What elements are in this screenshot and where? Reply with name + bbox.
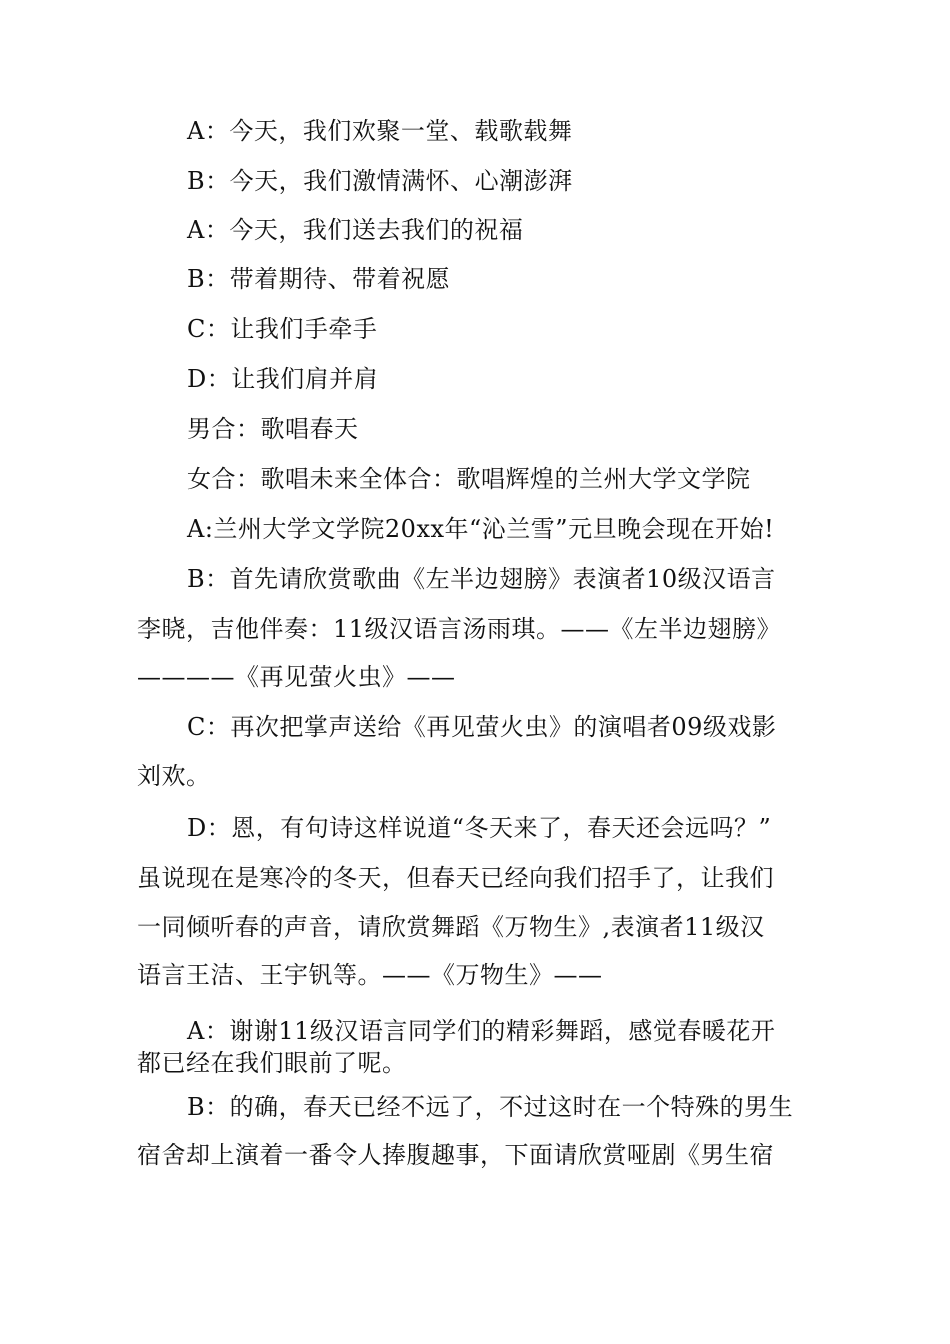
script-line-d-poem-cont-2: 一同倾听春的声音，请欣赏舞蹈《万物生》,表演者11级汉: [137, 913, 765, 941]
script-line-b-first-song: B：首先请欣赏歌曲《左半边翅膀》表演者10级汉语言: [187, 565, 776, 593]
script-line-b-wishes: B：带着期待、带着祝愿: [187, 265, 451, 293]
script-line-c-hands: C：让我们手牵手: [187, 315, 378, 343]
script-line-c-applause: C：再次把掌声送给《再见萤火虫》的演唱者09级戏影: [187, 713, 777, 741]
script-line-program-firefly: ————《再见萤火虫》——: [137, 663, 456, 691]
script-line-b-first-song-cont: 李晓，吉他伴奏：11级汉语言汤雨琪。——《左半边翅膀》: [137, 615, 782, 643]
script-line-d-shoulders: D：让我们肩并肩: [187, 365, 379, 393]
script-line-a-opening: A:兰州大学文学院20xx年“沁兰雪”元旦晚会现在开始!: [187, 515, 775, 543]
script-line-b-greeting: B：今天，我们激情满怀、心潮澎湃: [187, 167, 573, 195]
script-line-a-blessing: A：今天，我们送去我们的祝福: [187, 216, 524, 244]
script-line-d-poem: D：恩，有句诗这样说道“冬天来了，春天还会远吗？”: [187, 814, 772, 842]
script-line-d-poem-cont-1: 虽说现在是寒冷的冬天，但春天已经向我们招手了，让我们: [137, 864, 774, 892]
script-line-male-chorus: 男合：歌唱春天: [187, 415, 359, 443]
script-line-female-chorus: 女合：歌唱未来全体合：歌唱辉煌的兰州大学文学院: [187, 465, 751, 493]
script-line-c-applause-cont: 刘欢。: [137, 762, 211, 790]
script-line-a-thanks: A：谢谢11级汉语言同学们的精彩舞蹈，感觉春暖花开: [187, 1017, 776, 1045]
script-line-a-thanks-cont: 都已经在我们眼前了呢。: [137, 1049, 407, 1077]
script-line-a-greeting: A：今天，我们欢聚一堂、载歌载舞: [187, 117, 573, 145]
script-line-d-poem-cont-3: 语言王洁、王宇钒等。——《万物生》——: [137, 961, 603, 989]
script-line-b-dorm: B：的确，春天已经不远了，不过这时在一个特殊的男生: [187, 1093, 794, 1121]
script-line-b-dorm-cont: 宿舍却上演着一番令人捧腹趣事，下面请欣赏哑剧《男生宿: [137, 1141, 774, 1169]
